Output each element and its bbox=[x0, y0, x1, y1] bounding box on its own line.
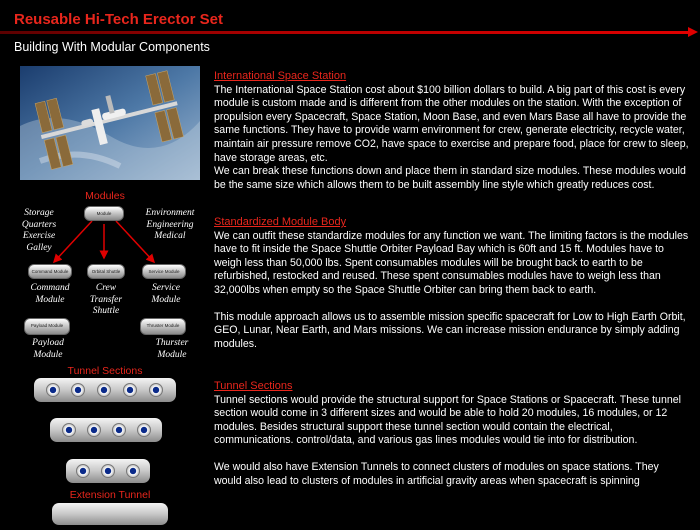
docking-port-icon bbox=[112, 423, 126, 437]
tunnel-body-2: We would also have Extension Tunnels to connect clusters of modules on space stations. They would also lead to clusters of modules in artificial gravity areas when spacecraft is spinning bbox=[214, 460, 659, 487]
tunnel-small bbox=[66, 459, 150, 483]
tunnel-large bbox=[34, 378, 176, 402]
docking-port-icon bbox=[76, 464, 90, 478]
docking-port-icon bbox=[71, 383, 85, 397]
crew-shuttle-label: Crew Transfer Shuttle bbox=[89, 283, 123, 316]
modules-title: Modules bbox=[85, 190, 125, 202]
module-body-heading: Standardized Module Body bbox=[214, 216, 347, 228]
payload-module-label: Payload Module bbox=[32, 338, 64, 360]
extension-tunnel-image bbox=[52, 503, 168, 525]
tunnel-medium bbox=[50, 418, 162, 442]
center-module: Module bbox=[84, 206, 124, 221]
title-arrowhead bbox=[688, 27, 698, 37]
docking-port-icon bbox=[149, 383, 163, 397]
module-body-text-2: This module approach allows us to assemble mission specific spacecraft for Low to High Earth Orbit, GEO, Lunar, Near Earth, and Mars missions. We can increase mission endurance by simply adding modules. bbox=[214, 310, 686, 350]
module-body-text: We can outfit these standardize modules for any function we want. The limiting factors is the modules have to fit inside the Space Shuttle Orbiter Payload Bay which is 60ft and 15 ft. Modules have to weigh less than 50,000 lbs. Spent consumables modules will be brought back to earth to be refurbished, restocked and reused. These spent consumables modules have to weigh less than 32,000lbs when empty so the Space Shuttle Orbiter can bring them back to earth. bbox=[214, 229, 689, 296]
tunnel-section bbox=[214, 380, 689, 488]
command-module-image: Command Module bbox=[28, 264, 72, 279]
extension-tunnel-title: Extension Tunnel bbox=[69, 489, 151, 501]
docking-port-icon bbox=[62, 423, 76, 437]
service-module-image: Service Module bbox=[142, 264, 186, 279]
page-subtitle: Building With Modular Components bbox=[14, 40, 210, 54]
thruster-module-image: Thruster Module bbox=[140, 318, 186, 335]
service-module-label: Service Module bbox=[151, 283, 181, 305]
interior-functions-label: Storage Quarters Exercise Galley bbox=[21, 208, 57, 253]
iss-heading: International Space Station bbox=[214, 70, 347, 82]
command-module-label: Command Module bbox=[30, 283, 70, 305]
page-title: Reusable Hi-Tech Erector Set bbox=[14, 11, 223, 28]
docking-port-icon bbox=[97, 383, 111, 397]
payload-module-image: Payload Module bbox=[24, 318, 70, 335]
docking-port-icon bbox=[101, 464, 115, 478]
iss-body: The International Space Station cost about $100 billion dollars to build. A big part of this cost is every module is custom made and is different from the other modules on the station. With the exception of propulsion every Spacecraft, Space Station, Moon Base, and even Mars Base all have to provide the same functions. They have to provide warm environment for crew, generate electricity, recycle water, maintain air pressure remove CO2, have space to exercise and prepare food, place for crew to sleep, have storage areas, etc. bbox=[214, 83, 689, 164]
crew-shuttle-image: Orbital Shuttle bbox=[87, 264, 125, 279]
docking-port-icon bbox=[126, 464, 140, 478]
docking-port-icon bbox=[123, 383, 137, 397]
thruster-module-label: Thurster Module bbox=[155, 338, 189, 360]
tunnel-body: Tunnel sections would provide the structural support for Space Stations or Spacecraft. These tunnel section would come in 3 different sizes and would be able to hold 20 modules, 16 modules, or 12 modules. Besides structural support these tunnel section would contain the electrical, communications. control/data, and various gas lines modules would tie into for distribution. bbox=[214, 393, 681, 447]
docking-port-icon bbox=[87, 423, 101, 437]
tunnel-sections-title: Tunnel Sections bbox=[67, 365, 143, 377]
iss-section bbox=[214, 70, 689, 192]
docking-port-icon bbox=[46, 383, 60, 397]
iss-body-2: We can break these functions down and place them in standard size modules. These modules would be the same size which allows them to be built assembly line style which greatly reduces cost. bbox=[214, 165, 686, 191]
tunnel-heading: Tunnel Sections bbox=[214, 380, 293, 392]
system-functions-label: Environment Engineering Medical bbox=[145, 208, 195, 241]
docking-port-icon bbox=[137, 423, 151, 437]
module-body-section bbox=[214, 216, 689, 351]
